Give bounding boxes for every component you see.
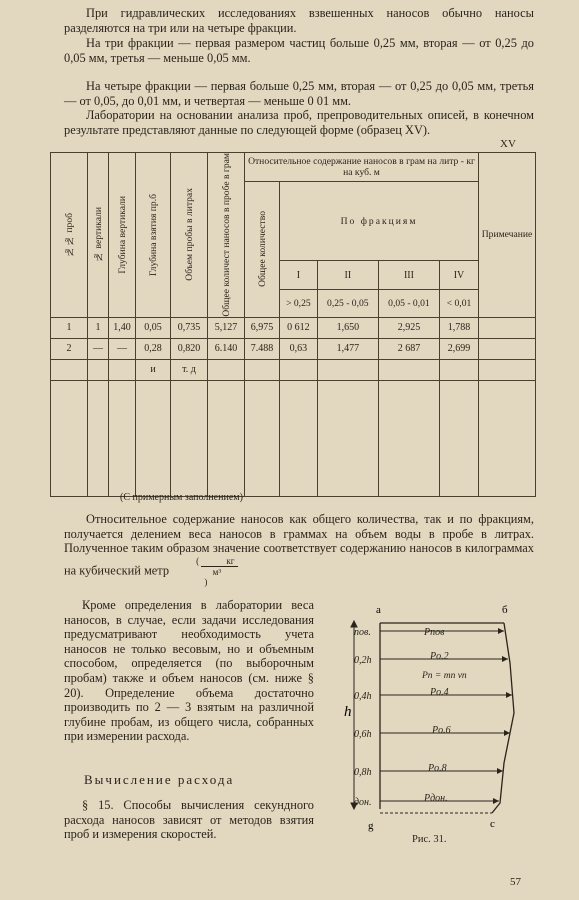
table-cell: 1,788 (440, 317, 479, 338)
table-cell: 0,820 (171, 338, 208, 359)
col-vertical-depth: Глубина вертикали (109, 153, 136, 318)
svg-text:Pо.8: Pо.8 (428, 763, 447, 774)
svg-text:0,2h: 0,2h (354, 655, 372, 666)
svg-text:0,8h: 0,8h (354, 767, 372, 778)
fraction-i-label: I (280, 261, 318, 289)
unit-fraction: ( кг м³ ) (174, 556, 237, 587)
table-cell: 2,699 (440, 338, 479, 359)
table-cell: 1,477 (317, 338, 378, 359)
svg-text:0,6h: 0,6h (354, 729, 372, 740)
table-cell (245, 359, 280, 380)
table-cell: — (109, 338, 136, 359)
table-cell (479, 359, 536, 380)
depth-symbol: h (344, 704, 352, 720)
velocity-profile-curve (492, 623, 514, 813)
paragraph-relative-content: Относительное содержание наносов как общего количества, так и по фракциям, получается делением веса наносов в граммах на объем воды в пробе в литрах. Полученное таким образом значение соответствует содержанию наносов в килограммах на кубический метр ( кг м³ ) (64, 512, 534, 587)
table-cell: 0,735 (171, 317, 208, 338)
table-row (51, 317, 536, 338)
table-cell: 5,127 (208, 317, 245, 338)
depth-arrow (351, 621, 357, 809)
table-cell: 1 (88, 317, 109, 338)
header-by-fractions: По фракциям (280, 182, 479, 261)
level-0-4h (354, 687, 512, 702)
header-relative-content: Относительное содержание наносов в грам на литр - кг на куб. м (245, 153, 479, 182)
level-0-8h (354, 763, 503, 778)
table-cell: 2 687 (378, 338, 439, 359)
table-cell: 0 612 (280, 317, 318, 338)
table-cell: 2 (51, 338, 88, 359)
level-0-2h (354, 651, 508, 666)
fraction-iv-range: < 0,01 (440, 289, 479, 317)
table-cell (51, 359, 88, 380)
col-total-quantity: Общее количество (245, 182, 280, 318)
form-number-mark: XV (500, 138, 516, 150)
table-cell: 6.140 (208, 338, 245, 359)
table-cell (109, 359, 136, 380)
fraction-ii-range: 0,25 - 0,05 (317, 289, 378, 317)
fraction-iii-label: III (378, 261, 439, 289)
table-empty-row (51, 380, 536, 496)
load-formula: Pn = mn vn (422, 671, 467, 681)
table-cell: 0,28 (136, 338, 171, 359)
col-note: Примечание (479, 153, 536, 318)
paragraph-fractions-intro: При гидравлических исследованиях взвешенных наносов обычно наносы разделяются на три или на четыре фракции. (64, 6, 534, 35)
svg-text:Pдон.: Pдон. (424, 793, 448, 804)
table-caption: (С примерным заполнением) (120, 492, 243, 503)
table-cell: 2,925 (378, 317, 439, 338)
level-surface (354, 627, 504, 638)
table-row (51, 359, 536, 380)
svg-text:дон.: дон. (354, 797, 372, 808)
table-cell (479, 317, 536, 338)
table-cell (479, 338, 536, 359)
col-sampling-depth: Глубина взятия пр.б (136, 153, 171, 318)
fraction-iii-range: 0,05 - 0,01 (378, 289, 439, 317)
paragraph-lab-form: Лаборатории на основании анализа проб, препроводительных описей, в конечном результате представляют данные по следующей форме (образец XV). (64, 108, 534, 137)
table-cell: 6,975 (245, 317, 280, 338)
paragraph-three-fractions: На три фракции — первая размером частиц больше 0,25 мм, вторая — от 0,25 до 0,05 мм, третья — меньше 0,05 мм. (64, 36, 534, 65)
figure-caption: Рис. 31. (412, 834, 447, 845)
fraction-ii-label: II (317, 261, 378, 289)
paragraph-section-15: § 15. Способы вычисления секундного расхода наносов зависят от методов взятия проб и измерения скоростей. (64, 798, 314, 842)
table-cell: 0,63 (280, 338, 318, 359)
table-cell: и (136, 359, 171, 380)
corner-label-g: g (368, 820, 374, 832)
svg-text:Pо.2: Pо.2 (430, 651, 449, 662)
svg-text:пов.: пов. (354, 627, 371, 638)
figure-31-diagram (340, 603, 518, 843)
table-cell (208, 359, 245, 380)
col-sample-number: №№ проб (51, 153, 88, 318)
fraction-iv-label: IV (440, 261, 479, 289)
sample-form-table (50, 152, 536, 497)
section-subheading: Вычисление расхода (84, 772, 235, 787)
level-0-6h (354, 725, 510, 740)
page-number: 57 (510, 876, 521, 888)
svg-text:Pпов: Pпов (424, 627, 445, 638)
col-total-sediment: Общее количест наносов в пробе в грам (208, 153, 245, 318)
table-cell (88, 359, 109, 380)
table-cell: т. д (171, 359, 208, 380)
table-cell (317, 359, 378, 380)
corner-label-b: б (502, 604, 508, 616)
svg-text:Pо.6: Pо.6 (432, 725, 451, 736)
col-vertical-number: № вертикали (88, 153, 109, 318)
svg-text:Pо.4: Pо.4 (430, 687, 449, 698)
table-cell (280, 359, 318, 380)
fraction-i-range: > 0,25 (280, 289, 318, 317)
svg-text:0,4h: 0,4h (354, 691, 372, 702)
table-row (51, 338, 536, 359)
table-cell: 1 (51, 317, 88, 338)
table-cell: 0,05 (136, 317, 171, 338)
paragraph-four-fractions: На четыре фракции — первая больше 0,25 мм, вторая — от 0,25 до 0,05 мм, третья — от 0,05, до 0,01 мм, и четвертая — меньше 0 01 мм. (64, 79, 534, 108)
table-cell: 1,650 (317, 317, 378, 338)
table-cell (440, 359, 479, 380)
table-cell: 1,40 (109, 317, 136, 338)
corner-label-c: c (490, 818, 495, 830)
table-cell (378, 359, 439, 380)
table-cell: — (88, 338, 109, 359)
corner-label-a: a (376, 604, 381, 616)
col-sample-volume: Объем пробы в литрах (171, 153, 208, 318)
level-bottom (354, 793, 499, 808)
paragraph-volume-method: Кроме определения в лаборатории веса наносов, в случае, если задачи исследования предусматривают необходимость учета наносов не только весовым, но и объемным способом, определяется (по выборочным пробам) также и объем наносов (см. ниже § 20). Определение объема достаточно производить по 2 — 3 взятым на различной глубине пробам, из общего числа, собранных при измерении расхода. (64, 598, 314, 744)
table-cell: 7.488 (245, 338, 280, 359)
